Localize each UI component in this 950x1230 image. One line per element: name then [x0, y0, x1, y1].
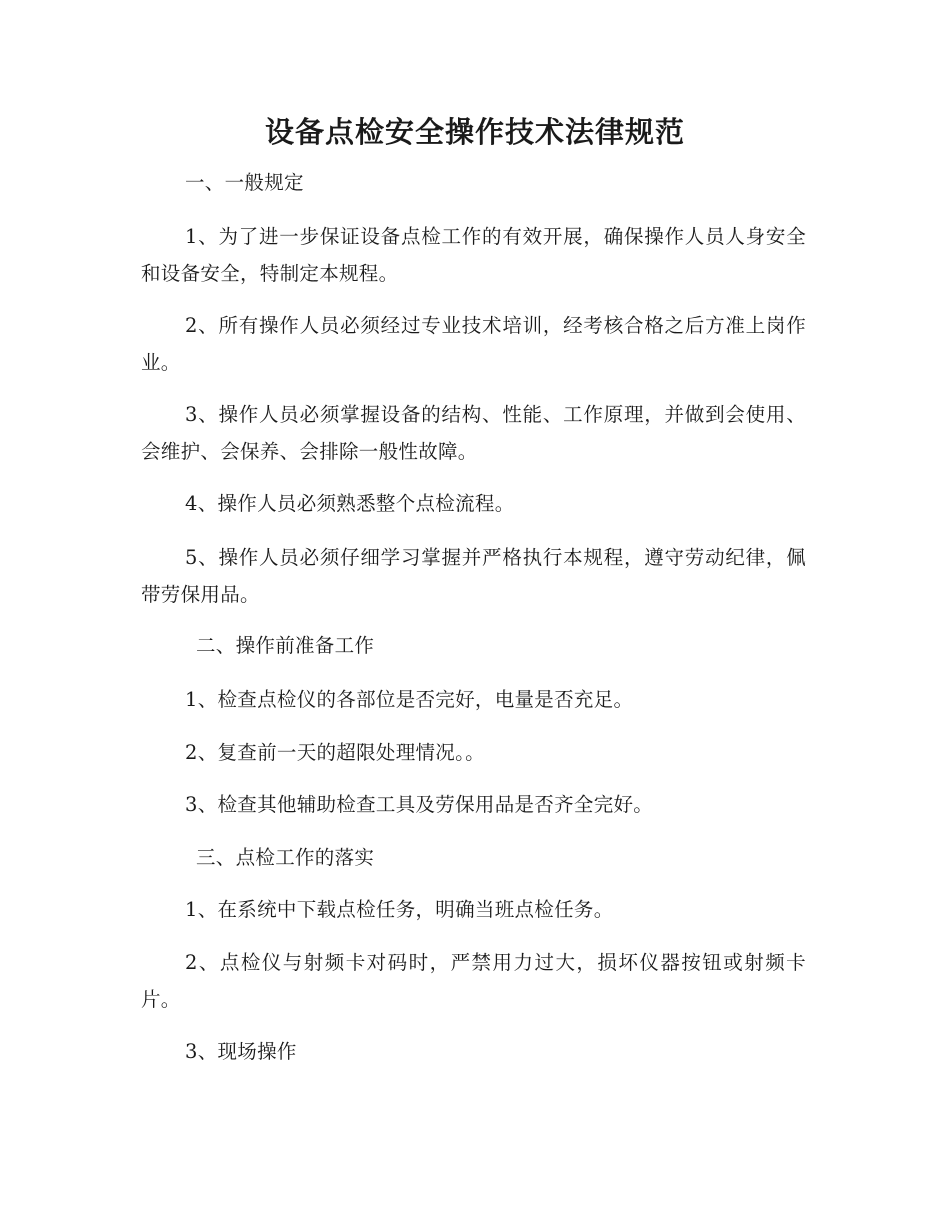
paragraph: 3、检查其他辅助检查工具及劳保用品是否齐全完好。 [185, 793, 654, 816]
paragraph: 2、复查前一天的超限处理情况。。 [185, 741, 485, 764]
section-heading: 二、操作前准备工作 [196, 634, 375, 657]
paragraph: 1、在系统中下载点检任务，明确当班点检任务。 [185, 898, 614, 921]
paragraph: 3、操作人员必须掌握设备的结构、性能、工作原理，并做到会使用、会维护、会保养、会排除一般性故障。 [141, 403, 806, 463]
document-title: 设备点检安全操作技术法律规范 [264, 115, 685, 149]
section-heading: 一、一般规定 [185, 171, 304, 194]
paragraph: 1、检查点检仪的各部位是否完好，电量是否充足。 [185, 688, 634, 711]
section-heading: 三、点检工作的落实 [196, 846, 375, 869]
paragraph: 3、现场操作 [185, 1040, 297, 1063]
paragraph: 5、操作人员必须仔细学习掌握并严格执行本规程，遵守劳动纪律，佩带劳保用品。 [141, 546, 806, 606]
paragraph: 4、操作人员必须熟悉整个点检流程。 [185, 492, 515, 515]
paragraph: 1、为了进一步保证设备点检工作的有效开展，确保操作人员人身安全和设备安全，特制定本规程。 [141, 225, 806, 285]
paragraph: 2、所有操作人员必须经过专业技术培训，经考核合格之后方准上岗作业。 [141, 314, 806, 374]
paragraph: 2、点检仪与射频卡对码时，严禁用力过大，损坏仪器按钮或射频卡片。 [141, 951, 806, 1011]
